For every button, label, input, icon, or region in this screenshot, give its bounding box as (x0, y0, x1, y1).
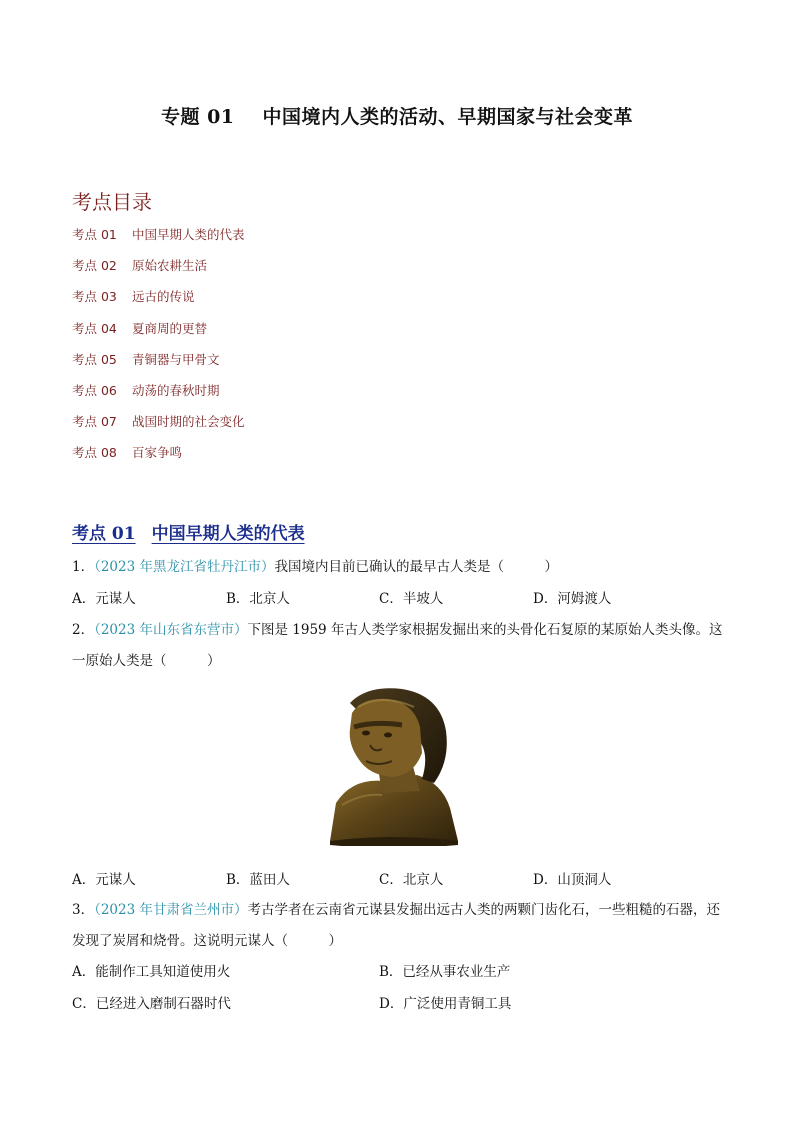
option-b[interactable]: B．蓝田人 (226, 872, 290, 888)
question-text: 我国境内目前已确认的最早古人类是（ ） (274, 559, 558, 575)
toc-list (72, 225, 245, 475)
toc-item[interactable]: 考点 07 战国时期的社会变化 (72, 414, 245, 430)
toc-item[interactable]: 考点 06 动荡的春秋时期 (72, 382, 220, 398)
toc-item[interactable]: 考点 08 百家争鸣 (72, 445, 183, 461)
option-a[interactable]: A．能制作工具知道使用火 (72, 964, 231, 980)
question-1: 1．（2023 年黑龙江省牡丹江市）我国境内目前已确认的最早古人类是（ ） (72, 559, 558, 575)
section-heading: 考点 01 中国早期人类的代表 (72, 524, 305, 544)
toc-heading: 考点目录 (72, 190, 152, 214)
option-c[interactable]: C．已经进入磨制石器时代 (72, 996, 231, 1012)
document-title (0, 102, 794, 129)
question-3: 3．（2023 年甘肃省兰州市）考古学者在云南省元谋县发掘出远古人类的两颗门齿化石，一些粗糙的石器，还发现了炭屑和烧骨。这说明元谋人（ ） (72, 902, 720, 949)
option-a[interactable]: A．元谋人 (72, 872, 136, 888)
question-3-options-row-1 (72, 957, 732, 988)
question-source: （2023 年黑龙江省牡丹江市） (94, 559, 275, 575)
title-text: 中国境内人类的活动、早期国家与社会变革 (262, 106, 634, 128)
toc-item[interactable]: 考点 02 原始农耕生活 (72, 258, 208, 274)
question-2-options (72, 865, 732, 896)
toc-item[interactable]: 考点 05 青铜器与甲骨文 (72, 351, 220, 367)
option-c[interactable]: C．北京人 (379, 872, 444, 888)
toc-item[interactable]: 考点 04 夏商周的更替 (72, 320, 208, 336)
option-d[interactable]: D．广泛使用青铜工具 (379, 996, 512, 1012)
option-c[interactable]: C．半坡人 (379, 591, 444, 607)
question-source: （2023 年甘肃省兰州市） (94, 902, 248, 918)
question-2: 2．（2023 年山东省东营市）下图是 1959 年古人类学家根据发掘出来的头骨化石复原的某原始人类头像。这一原始人类是（ ） (72, 622, 723, 669)
title-label: 专题 01 (160, 106, 235, 128)
option-b[interactable]: B．北京人 (226, 591, 290, 607)
question-3-options-row-2 (72, 989, 732, 1020)
early-human-bust-image (322, 683, 462, 846)
toc-item[interactable]: 考点 03 远古的传说 (72, 289, 195, 305)
option-d[interactable]: D．山顶洞人 (533, 872, 612, 888)
option-d[interactable]: D．河姆渡人 (533, 591, 612, 607)
option-b[interactable]: B．已经从事农业生产 (379, 964, 511, 980)
toc-item[interactable]: 考点 01 中国早期人类的代表 (72, 227, 245, 242)
question-text: 下图是 1959 年古人类学家根据发掘出来的头骨化石复原的某原始人类头像。这一原始人类是（ ） (72, 622, 723, 669)
question-source: （2023 年山东省东营市） (94, 622, 248, 638)
option-a[interactable]: A．元谋人 (72, 591, 136, 607)
question-1-options (72, 584, 732, 615)
question-text: 考古学者在云南省元谋县发掘出远古人类的两颗门齿化石，一些粗糙的石器，还发现了炭屑和烧骨。这说明元谋人（ ） (72, 902, 720, 949)
